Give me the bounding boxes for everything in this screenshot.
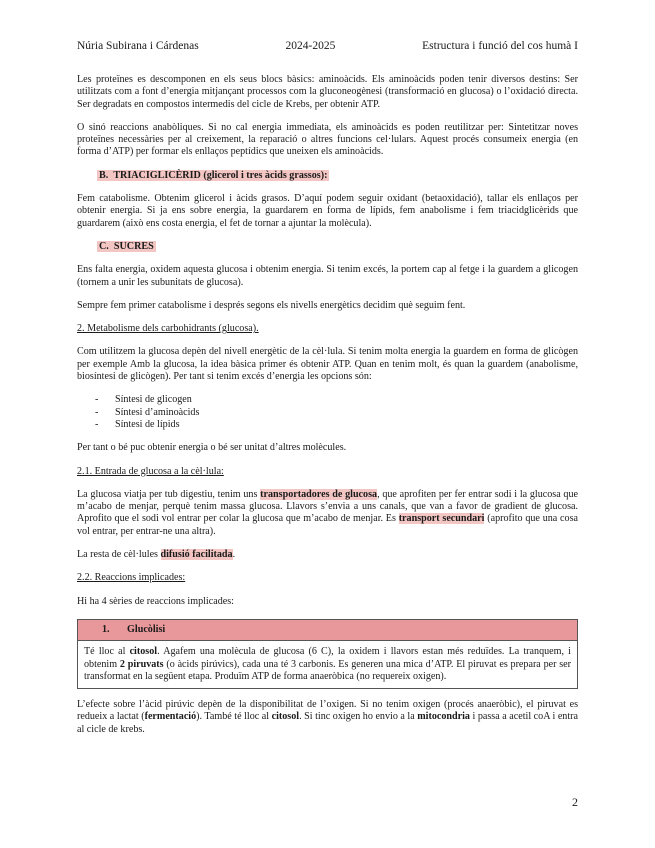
paragraph: La glucosa viatja per tub digestiu, tenim uns transportadores de glucosa, que aprofiten per fer entrar sodi i la glucosa que m’acabo de menjar, perquè tenim massa glucosa. Llavors s’envia a uns canals, que van a favor de gradient de glucosa. Aprofito que el sodi vol entrar per colar la glucosa que m’acabo de menjar. Es transport secundari (aprofito que una cosa vol entrar, per entrar-ne una altra). [77, 488, 578, 537]
section-number: B. [99, 169, 109, 181]
page-header [77, 40, 578, 54]
paragraph: Com utilitzem la glucosa depèn del nivell energètic de la cèl·lula. Si tenim molta energia la guardem en forma de glicògen per exemple Amb la glucosa, la idea bàsica primer és obtenir ATP. Quan en tenim molt, és quan la guardem (anabolisme, biosíntesi de glicògen). Per tant si tenim excés d’energia les opcions són: [77, 346, 578, 383]
paragraph: Fem catabolisme. Obtenim glicerol i àcids grasos. D’aquí podem seguir oxidant (betaoxidació), tallar els enllaços per obtenir energia. Si ja ens sobre energia, la guardarem en forma de lípids, fem anabolisme i fem triacidglicèrids que guardarem (això ens costa energia, el fet de tornar a ajuntar la molècula). [77, 193, 578, 229]
bullet-list [77, 394, 578, 431]
paragraph: Per tant o bé puc obtenir energia o bé ser unitat d’altres molècules. [77, 442, 347, 454]
highlight: difusió facilitada [160, 549, 233, 561]
section-number: C. [99, 240, 109, 252]
section-heading-c [97, 241, 578, 253]
list-item: - Síntesi d’aminoàcids [77, 407, 578, 419]
box-header [78, 620, 577, 641]
header-year: 2024-2025 [285, 40, 336, 52]
paragraph: Sempre fem primer catabolisme i després segons els nivells energètics decidim què seguim fent. [77, 299, 466, 311]
paragraph: O sinó reaccions anabòliques. Si no cal energia immediata, els aminoàcids es poden reutilitzar per: Sintetitzar noves proteïnes necessàries per al creixement, la reparació o altres funcions cel·lulars. Aquest procés consumeix energia (en forma d’ATP) per formar els enllaços peptídics que uneixen els aminoàcids. [77, 121, 578, 158]
box-body: Té lloc al citosol. Agafem una molècula de glucosa (6 C), la oxidem i llavors estan més reduïdes. La tranquem, i obtenim 2 piruvats (o àcids pirúvics), cada una té 3 carbonis. Es generen una mica d’ATP. El piruvat es prepara per ser transformat en la següent etapa. Produïm ATP de forma anaeròbica (no requereix oxigen). [84, 646, 572, 682]
list-item: - Síntesi de glicogen [77, 394, 578, 406]
box-title: Glucòlisi [127, 623, 166, 635]
glycolysis-box [77, 619, 578, 689]
highlight: transport secundari [398, 513, 485, 525]
subheading: 2.1. Entrada de glucosa a la cèl·lula: [77, 465, 224, 477]
paragraph: Ens falta energia, oxidem aquesta glucosa i obtenim energia. Si tenim excés, la portem cap al fetge i la guardem a glicogen (tornem a unir les subunitats de glucosa). [77, 264, 578, 288]
paragraph: L’efecte sobre l’àcid pirúvic depèn de la disponibilitat de l’oxigen. Si no tenim oxigen (procés anaeròbic), el piruvat es redueix a lactat (fermentació). També té lloc al citosol. Si tinc oxigen ho envio a la mitocondria i passa a acetil coA i entra al cicle de krebs. [77, 699, 578, 735]
paragraph: Hi ha 4 sèries de reaccions implicades: [77, 595, 234, 607]
box-number: 1. [102, 623, 110, 635]
document-body [77, 74, 578, 747]
section-title: TRIACIGLICÈRID (glicerol i tres àcids grassos): [113, 169, 328, 181]
subheading: 2.2. Reaccions implicades: [77, 572, 186, 584]
header-course: Estructura i funció del cos humà I [422, 40, 578, 52]
list-item: - Síntesi de lípids [77, 419, 578, 431]
section-title: SUCRES [113, 240, 154, 252]
page-number: 2 [572, 795, 578, 809]
subheading: 2. Metabolisme dels carbohidrants (glucosa). [77, 323, 259, 335]
paragraph: La resta de cèl·lules difusió facilitada. [77, 549, 236, 561]
paragraph: Les proteïnes es descomponen en els seus blocs bàsics: aminoàcids. Els aminoàcids poden tenir diversos destins: Ser utilitzats com a font d’energia mitjançant processos com la gluconeogènesi (transformació en glucosa) o l’oxidació directa. Ser degradats en compostos intermedis del cicle de Krebs, per obtenir ATP. [77, 74, 578, 110]
section-heading-b [97, 170, 578, 182]
highlight: transportadores de glucosa [260, 488, 378, 500]
header-author: Núria Subirana i Cárdenas [77, 40, 199, 52]
